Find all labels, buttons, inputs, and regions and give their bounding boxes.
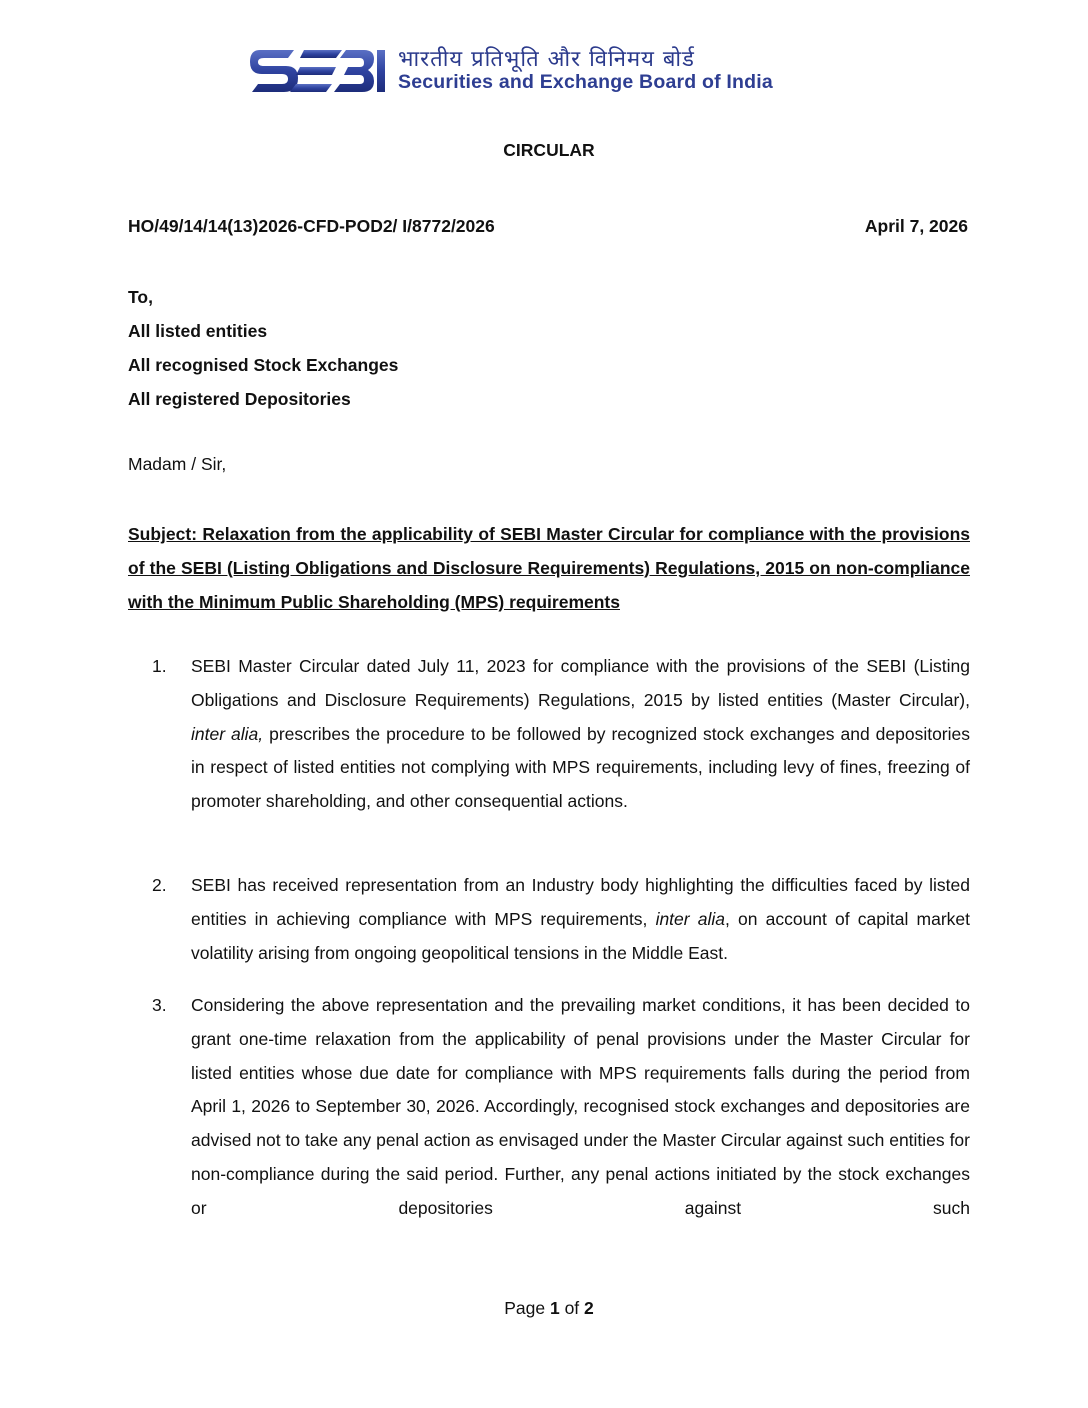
paragraph-text-segment: SEBI Master Circular dated July 11, 2023 for compliance with the provisions of the SEBI (Listing Obligations and Disclosure Requirements) Regulations, 2015 by listed entities (Master Circular), [191, 656, 970, 710]
paragraph-text [191, 869, 970, 970]
document-title: CIRCULAR [503, 140, 595, 160]
addressee-block [128, 284, 398, 420]
paragraph-italic-segment: inter alia, [191, 723, 264, 744]
paragraph-text-segment: Considering the above representation and the prevailing market conditions, it has been decided to grant one-time relaxation from the applicability of penal provisions under the Master Circular for listed entities whose due date for compliance with MPS requirements falls during the period from April 1, 2026 to September 30, 2026. Accordingly, recognised stock exchanges and depositories are advised not to take any penal action as envisaged under the Master Circular against such entities for non-compliance during the said period. Further, any penal actions initiated by the stock exchanges or depositories against such [191, 995, 970, 1218]
page-label: Page [504, 1298, 546, 1318]
addressee-line: All registered Depositories [128, 389, 351, 409]
paragraph-text [191, 989, 970, 1226]
circular-date: April 7, 2026 [864, 216, 968, 236]
sebi-logo-mark-icon [250, 46, 386, 96]
subject-heading: Subject: Relaxation from the applicability of SEBI Master Circular for compliance with the provisions of the SEBI (Listing Obligations and Disclosure Requirements) Regulations, 2015 on non-compliance with the Minimum Public Shareholding (MPS) requirements [128, 524, 970, 612]
page-footer [0, 1298, 1088, 1319]
paragraph-text-segment: SEBI has received representation from an Industry body highlighting the difficulties faced by listed entities in achieving compliance with MPS requirements, [191, 875, 970, 929]
paragraph-3 [128, 989, 970, 1226]
circular-reference-number: HO/49/14/14(13)2026-CFD-POD2/ I/8772/2026 [128, 216, 495, 236]
sebi-logo [250, 44, 850, 98]
addressee-line: All recognised Stock Exchanges [128, 355, 399, 375]
paragraph-text-segment: , on account of capital market volatility arising from ongoing geopolitical tensions in the Middle East. [191, 908, 970, 963]
reference-line [128, 216, 968, 237]
logo-english-name: Securities and Exchange Board of India [398, 71, 773, 94]
paragraph-number: 2. [152, 875, 167, 895]
logo-text [398, 49, 773, 93]
paragraph-1 [128, 650, 970, 819]
paragraph-italic-segment: inter alia [655, 908, 725, 929]
salutation: Madam / Sir, [128, 454, 227, 474]
paragraph-text [191, 650, 970, 819]
addressee-line: All listed entities [128, 321, 268, 341]
paragraph-text-segment: prescribes the procedure to be followed by recognized stock exchanges and depositories in respect of listed entities not complying with MPS requirements, including levy of fines, freezing of promoter shareholding, and other consequential actions. [191, 723, 971, 812]
addressee-to: To, [128, 287, 153, 307]
logo-hindi-name: भारतीय प्रतिभूति और विनिमय बोर्ड [398, 47, 695, 73]
paragraph-number: 3. [152, 995, 167, 1015]
paragraph-2 [128, 869, 970, 970]
total-pages-number: 2 [584, 1298, 594, 1318]
paragraph-number: 1. [152, 656, 167, 676]
of-label: of [564, 1298, 580, 1318]
current-page-number: 1 [549, 1298, 560, 1318]
